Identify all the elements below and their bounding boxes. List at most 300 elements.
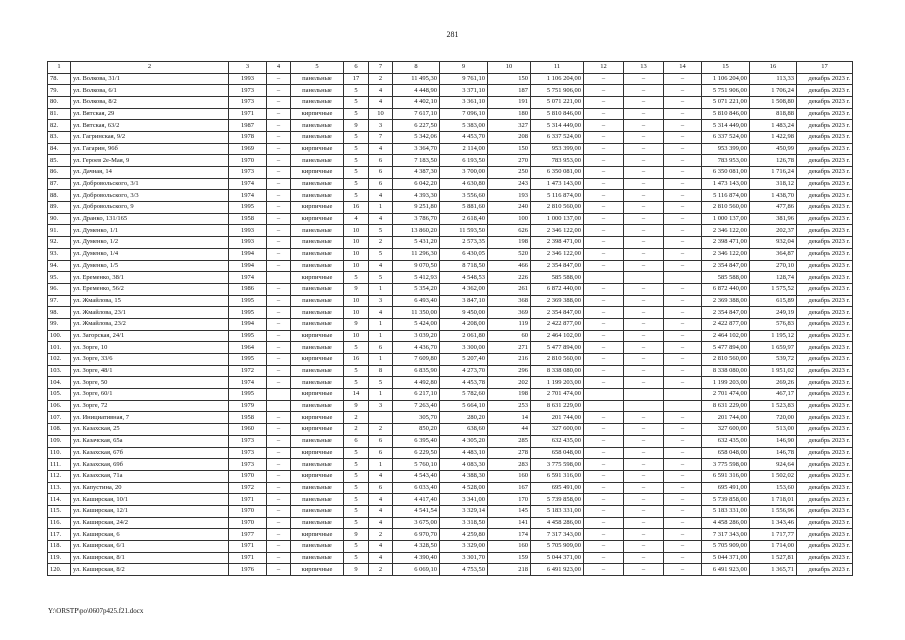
table-cell: – — [267, 108, 291, 120]
table-cell: 103. — [48, 365, 71, 377]
table-row — [48, 412, 853, 424]
column-number-header: 13 — [624, 62, 664, 74]
table-cell: 5 — [344, 272, 369, 284]
table-cell: 3 — [369, 120, 393, 132]
table-cell: 249,19 — [750, 307, 797, 319]
table-cell: 2 810 560,00 — [702, 202, 750, 214]
table-cell: – — [267, 178, 291, 190]
table-cell: – — [267, 155, 291, 167]
table-cell: 5 342,06 — [393, 131, 440, 143]
table-cell: декабрь 2023 г. — [797, 459, 853, 471]
table-cell: 7 317 343,00 — [531, 529, 584, 541]
table-cell: 1 199 203,00 — [702, 377, 750, 389]
table-cell: декабрь 2023 г. — [797, 155, 853, 167]
table-cell: 1995 — [229, 354, 267, 366]
table-cell: 4 402,10 — [393, 96, 440, 108]
table-cell: 11 296,30 — [393, 248, 440, 260]
table-cell: 818,88 — [750, 108, 797, 120]
table-cell: – — [664, 517, 702, 529]
table-cell: 283 — [488, 459, 531, 471]
table-cell: ул. Гагарин, 96б — [71, 143, 229, 155]
table-cell: 3 786,70 — [393, 213, 440, 225]
table-cell: 201 744,00 — [531, 412, 584, 424]
table-cell: 1993 — [229, 237, 267, 249]
table-cell: 4 — [369, 143, 393, 155]
table-cell: 16 — [344, 202, 369, 214]
table-cell: 6 835,90 — [393, 365, 440, 377]
table-cell: – — [584, 377, 624, 389]
table-cell: ул. Гагринская, 9/2 — [71, 131, 229, 143]
table-cell: панельные — [291, 494, 344, 506]
table-cell: панельные — [291, 552, 344, 564]
table-row — [48, 225, 853, 237]
table-cell: панельные — [291, 459, 344, 471]
table-row — [48, 272, 853, 284]
table-cell: 3 — [369, 295, 393, 307]
table-cell: 1 — [369, 330, 393, 342]
table-cell: – — [584, 482, 624, 494]
table-cell: 3 318,50 — [440, 517, 488, 529]
table-cell: – — [624, 564, 664, 576]
table-cell: 3 556,60 — [440, 190, 488, 202]
table-cell: – — [584, 447, 624, 459]
table-cell: 1995 — [229, 307, 267, 319]
table-cell: – — [624, 342, 664, 354]
table-cell: панельные — [291, 85, 344, 97]
table-cell: 270,10 — [750, 260, 797, 272]
table-cell: – — [664, 424, 702, 436]
table-cell: 6 337 524,00 — [531, 131, 584, 143]
table-cell: 5 881,60 — [440, 202, 488, 214]
table-cell: декабрь 2023 г. — [797, 494, 853, 506]
table-cell: – — [664, 131, 702, 143]
table-cell: кирпичные — [291, 202, 344, 214]
table-cell: – — [267, 412, 291, 424]
table-cell: – — [267, 541, 291, 553]
table-cell: – — [664, 225, 702, 237]
table-cell: – — [584, 225, 624, 237]
table-cell: панельные — [291, 482, 344, 494]
table-cell: 83. — [48, 131, 71, 143]
table-row — [48, 260, 853, 272]
table-cell: 5 — [344, 377, 369, 389]
table-cell: 1960 — [229, 424, 267, 436]
table-cell: – — [267, 354, 291, 366]
table-cell: ул. Вятская, 29 — [71, 108, 229, 120]
table-cell: 4 305,20 — [440, 435, 488, 447]
table-cell: 8 — [369, 365, 393, 377]
table-cell: декабрь 2023 г. — [797, 529, 853, 541]
table-cell: декабрь 2023 г. — [797, 482, 853, 494]
table-cell: – — [664, 318, 702, 330]
table-cell: 119 — [488, 318, 531, 330]
table-cell: 159 — [488, 552, 531, 564]
table-cell: 1993 — [229, 225, 267, 237]
table-row — [48, 459, 853, 471]
table-cell: ул. Волкова, 31/1 — [71, 73, 229, 85]
table-cell: – — [267, 85, 291, 97]
table-cell: 2 354 847,00 — [531, 260, 584, 272]
table-cell: – — [664, 283, 702, 295]
table-cell: 585 588,00 — [531, 272, 584, 284]
table-cell: декабрь 2023 г. — [797, 354, 853, 366]
table-cell: 1 508,80 — [750, 96, 797, 108]
table-cell: – — [624, 260, 664, 272]
table-cell: 10 — [344, 248, 369, 260]
table-cell: 4 — [369, 470, 393, 482]
table-cell: – — [584, 237, 624, 249]
table-cell: 5 — [344, 178, 369, 190]
table-cell: – — [664, 447, 702, 459]
table-cell: 1976 — [229, 564, 267, 576]
table-cell: 160 — [488, 470, 531, 482]
table-cell: 115. — [48, 505, 71, 517]
table-cell: – — [664, 202, 702, 214]
table-cell: 208 — [488, 131, 531, 143]
table-cell: – — [664, 482, 702, 494]
table-row — [48, 73, 853, 85]
table-cell: 5 705 909,00 — [531, 541, 584, 553]
table-cell: – — [267, 131, 291, 143]
table-cell: ул. Каширская, 12/1 — [71, 505, 229, 517]
table-cell: 6 491 923,00 — [531, 564, 584, 576]
table-cell: кирпичные — [291, 167, 344, 179]
table-cell: 1971 — [229, 494, 267, 506]
column-number-header: 6 — [344, 62, 369, 74]
column-number-header: 14 — [664, 62, 702, 74]
table-cell: – — [584, 307, 624, 319]
table-cell: 364,87 — [750, 248, 797, 260]
table-cell: 84. — [48, 143, 71, 155]
table-cell: 4 083,30 — [440, 459, 488, 471]
table-cell: – — [267, 120, 291, 132]
table-cell: 626 — [488, 225, 531, 237]
table-cell: – — [267, 283, 291, 295]
table-cell: 2 369 388,00 — [702, 295, 750, 307]
table-cell: 7 183,50 — [393, 155, 440, 167]
table-cell: панельные — [291, 517, 344, 529]
table-cell: – — [624, 96, 664, 108]
table-cell: – — [664, 470, 702, 482]
table-row — [48, 342, 853, 354]
table-cell: панельные — [291, 400, 344, 412]
table-cell: 201 744,00 — [702, 412, 750, 424]
table-cell: 191 — [488, 96, 531, 108]
table-cell — [664, 389, 702, 401]
table-cell: панельные — [291, 120, 344, 132]
table-row — [48, 96, 853, 108]
table-cell: декабрь 2023 г. — [797, 202, 853, 214]
column-number-header: 11 — [531, 62, 584, 74]
table-cell: – — [624, 470, 664, 482]
table-cell: 4 — [369, 96, 393, 108]
table-cell: – — [267, 96, 291, 108]
table-cell: 167 — [488, 482, 531, 494]
table-row — [48, 377, 853, 389]
table-cell: 6 — [369, 178, 393, 190]
table-cell: 16 — [344, 354, 369, 366]
table-cell: – — [267, 295, 291, 307]
table-cell: декабрь 2023 г. — [797, 190, 853, 202]
table-cell: – — [584, 283, 624, 295]
column-number-header: 15 — [702, 62, 750, 74]
table-cell: – — [624, 447, 664, 459]
table-cell: 1969 — [229, 143, 267, 155]
table-cell: 113. — [48, 482, 71, 494]
table-cell: 4 753,50 — [440, 564, 488, 576]
table-cell: – — [624, 494, 664, 506]
table-row — [48, 283, 853, 295]
table-cell: – — [584, 505, 624, 517]
table-cell: 4 630,80 — [440, 178, 488, 190]
table-cell: ул. Зорге, 72 — [71, 400, 229, 412]
table-cell: 5 739 858,00 — [531, 494, 584, 506]
table-cell: 14 — [344, 389, 369, 401]
table-cell: 112. — [48, 470, 71, 482]
table-cell: ул. Казахская, 69б — [71, 459, 229, 471]
table-cell: 5 — [344, 494, 369, 506]
page-number: 281 — [446, 30, 459, 39]
table-cell: 4 492,80 — [393, 377, 440, 389]
table-cell: 5 477 894,00 — [531, 342, 584, 354]
table-cell: 5 071 221,00 — [702, 96, 750, 108]
table-cell: – — [267, 517, 291, 529]
table-cell: 5 314 449,00 — [531, 120, 584, 132]
table-cell: – — [584, 330, 624, 342]
table-cell: 5 183 331,00 — [702, 505, 750, 517]
table-cell: 6 430,05 — [440, 248, 488, 260]
table-cell: 9 251,80 — [393, 202, 440, 214]
table-cell: 1 000 137,00 — [702, 213, 750, 225]
table-cell: 5 739 858,00 — [702, 494, 750, 506]
table-cell: – — [584, 354, 624, 366]
table-cell: 1 951,02 — [750, 365, 797, 377]
table-cell: – — [267, 377, 291, 389]
column-number-header: 16 — [750, 62, 797, 74]
table-cell: 5 044 371,00 — [702, 552, 750, 564]
table-cell: кирпичные — [291, 389, 344, 401]
table-row — [48, 108, 853, 120]
table-cell: 4 — [369, 213, 393, 225]
table-cell: ул. Вятская, 63/2 — [71, 120, 229, 132]
table-cell: – — [584, 190, 624, 202]
table-cell: – — [664, 494, 702, 506]
table-cell: 5 — [344, 517, 369, 529]
table-cell: 1971 — [229, 108, 267, 120]
table-cell: 6 491 923,00 — [702, 564, 750, 576]
table-header-row — [48, 62, 853, 74]
table-cell: 126,78 — [750, 155, 797, 167]
table-cell: 187 — [488, 85, 531, 97]
table-cell: – — [267, 435, 291, 447]
table-cell: 1977 — [229, 529, 267, 541]
table-cell: декабрь 2023 г. — [797, 307, 853, 319]
table-cell: кирпичные — [291, 424, 344, 436]
table-cell: 4 393,30 — [393, 190, 440, 202]
table-cell: 6 970,70 — [393, 529, 440, 541]
table-cell: 5 — [344, 552, 369, 564]
table-cell: 3 847,10 — [440, 295, 488, 307]
table-cell — [584, 389, 624, 401]
table-cell: 2 354 847,00 — [531, 307, 584, 319]
table-cell: 5 — [344, 470, 369, 482]
table-cell: – — [584, 564, 624, 576]
table-cell — [624, 272, 664, 284]
table-cell: 4 453,78 — [440, 377, 488, 389]
table-cell: 44 — [488, 424, 531, 436]
table-cell: ул. Героев 2е-Мая, 9 — [71, 155, 229, 167]
table-cell: 160 — [488, 541, 531, 553]
table-cell: 5 — [344, 482, 369, 494]
table-cell: – — [624, 354, 664, 366]
table-cell: 450,99 — [750, 143, 797, 155]
table-cell: декабрь 2023 г. — [797, 108, 853, 120]
table-cell: 3 300,00 — [440, 342, 488, 354]
table-cell: 198 — [488, 237, 531, 249]
column-number-header: 12 — [584, 62, 624, 74]
table-cell: 4 — [369, 517, 393, 529]
table-cell: 4 — [369, 85, 393, 97]
table-cell: 5 — [344, 342, 369, 354]
table-cell — [267, 272, 291, 284]
table-cell: 585 588,00 — [702, 272, 750, 284]
table-cell: 1995 — [229, 330, 267, 342]
table-cell: – — [584, 260, 624, 272]
table-cell: – — [664, 541, 702, 553]
table-cell: 2 354 847,00 — [702, 260, 750, 272]
table-cell: – — [664, 120, 702, 132]
table-cell: 128,74 — [750, 272, 797, 284]
table-cell: 96. — [48, 283, 71, 295]
table-row — [48, 400, 853, 412]
table-cell: 1987 — [229, 120, 267, 132]
table-cell: 6 217,10 — [393, 389, 440, 401]
table-cell: 170 — [488, 494, 531, 506]
table-cell: ул. Дачная, 14 — [71, 167, 229, 179]
table-row — [48, 85, 853, 97]
table-cell: 6 — [369, 342, 393, 354]
table-cell: декабрь 2023 г. — [797, 85, 853, 97]
table-cell: 88. — [48, 190, 71, 202]
table-cell: ул. Капустина, 20 — [71, 482, 229, 494]
table-cell: – — [584, 85, 624, 97]
table-cell: 90. — [48, 213, 71, 225]
table-cell: панельные — [291, 248, 344, 260]
table-row — [48, 482, 853, 494]
table-row — [48, 155, 853, 167]
table-cell: 4 — [369, 541, 393, 553]
table-cell: – — [664, 529, 702, 541]
table-cell: декабрь 2023 г. — [797, 73, 853, 85]
table-cell: 3 361,10 — [440, 96, 488, 108]
table-cell: 5 — [369, 272, 393, 284]
table-cell: декабрь 2023 г. — [797, 120, 853, 132]
table-cell: 118. — [48, 541, 71, 553]
table-cell: – — [624, 283, 664, 295]
table-cell: 5 — [344, 131, 369, 143]
table-row — [48, 213, 853, 225]
table-cell: – — [584, 131, 624, 143]
table-cell: 381,96 — [750, 213, 797, 225]
table-cell: кирпичные — [291, 272, 344, 284]
table-cell: 1 438,70 — [750, 190, 797, 202]
table-cell: ул. Жмайлова, 23/1 — [71, 307, 229, 319]
table-cell: – — [624, 459, 664, 471]
table-cell: 1 706,24 — [750, 85, 797, 97]
table-cell: декабрь 2023 г. — [797, 96, 853, 108]
table-cell: 6 229,50 — [393, 447, 440, 459]
table-cell: 5 477 894,00 — [702, 342, 750, 354]
table-cell: 6 — [369, 167, 393, 179]
table-cell: – — [584, 213, 624, 225]
table-cell: 85. — [48, 155, 71, 167]
table-cell: 6 872 440,00 — [702, 283, 750, 295]
table-cell: ул. Думенко, 1/4 — [71, 248, 229, 260]
table-cell: 6 395,40 — [393, 435, 440, 447]
table-cell: 60 — [488, 330, 531, 342]
table-cell: 1974 — [229, 190, 267, 202]
column-number-header: 8 — [393, 62, 440, 74]
table-cell: ул. Каширская, 8/2 — [71, 564, 229, 576]
table-cell: – — [584, 120, 624, 132]
table-cell: 10 — [344, 295, 369, 307]
table-cell: ул. Каширская, 6/1 — [71, 541, 229, 553]
table-cell: – — [624, 213, 664, 225]
table-cell: ул. Еременко, 38/1 — [71, 272, 229, 284]
table-cell: – — [584, 248, 624, 260]
table-cell: – — [584, 96, 624, 108]
table-cell: 1995 — [229, 295, 267, 307]
table-cell: панельные — [291, 505, 344, 517]
table-cell: 513,00 — [750, 424, 797, 436]
table-row — [48, 190, 853, 202]
table-cell: 5 354,20 — [393, 283, 440, 295]
table-cell: 9 — [344, 400, 369, 412]
table-cell: – — [624, 505, 664, 517]
table-cell: 2 061,80 — [440, 330, 488, 342]
table-cell: – — [267, 167, 291, 179]
table-cell: – — [664, 213, 702, 225]
table-cell: ул. Зорге, 60/1 — [71, 389, 229, 401]
table-cell: – — [584, 529, 624, 541]
table-cell: 1 714,00 — [750, 541, 797, 553]
table-cell: 7 617,10 — [393, 108, 440, 120]
table-cell: 4 543,40 — [393, 470, 440, 482]
table-cell: 93. — [48, 248, 71, 260]
table-cell: – — [664, 167, 702, 179]
table-cell: 3 775 598,00 — [702, 459, 750, 471]
table-cell: 10 — [344, 237, 369, 249]
table-row — [48, 517, 853, 529]
table-cell: 2 573,35 — [440, 237, 488, 249]
column-number-header: 2 — [71, 62, 229, 74]
table-cell: – — [664, 435, 702, 447]
table-row — [48, 237, 853, 249]
table-cell: 4 — [369, 307, 393, 319]
table-cell: панельные — [291, 307, 344, 319]
table-cell: 79. — [48, 85, 71, 97]
table-cell: панельные — [291, 318, 344, 330]
table-cell: 1 — [369, 354, 393, 366]
table-cell: 240 — [488, 202, 531, 214]
table-cell: 924,64 — [750, 459, 797, 471]
table-cell: – — [267, 237, 291, 249]
table-cell: 150 — [488, 143, 531, 155]
table-cell: ул. Добровольского, 9 — [71, 202, 229, 214]
table-cell: – — [624, 377, 664, 389]
table-cell: 6 493,40 — [393, 295, 440, 307]
table-cell: 1 483,24 — [750, 120, 797, 132]
